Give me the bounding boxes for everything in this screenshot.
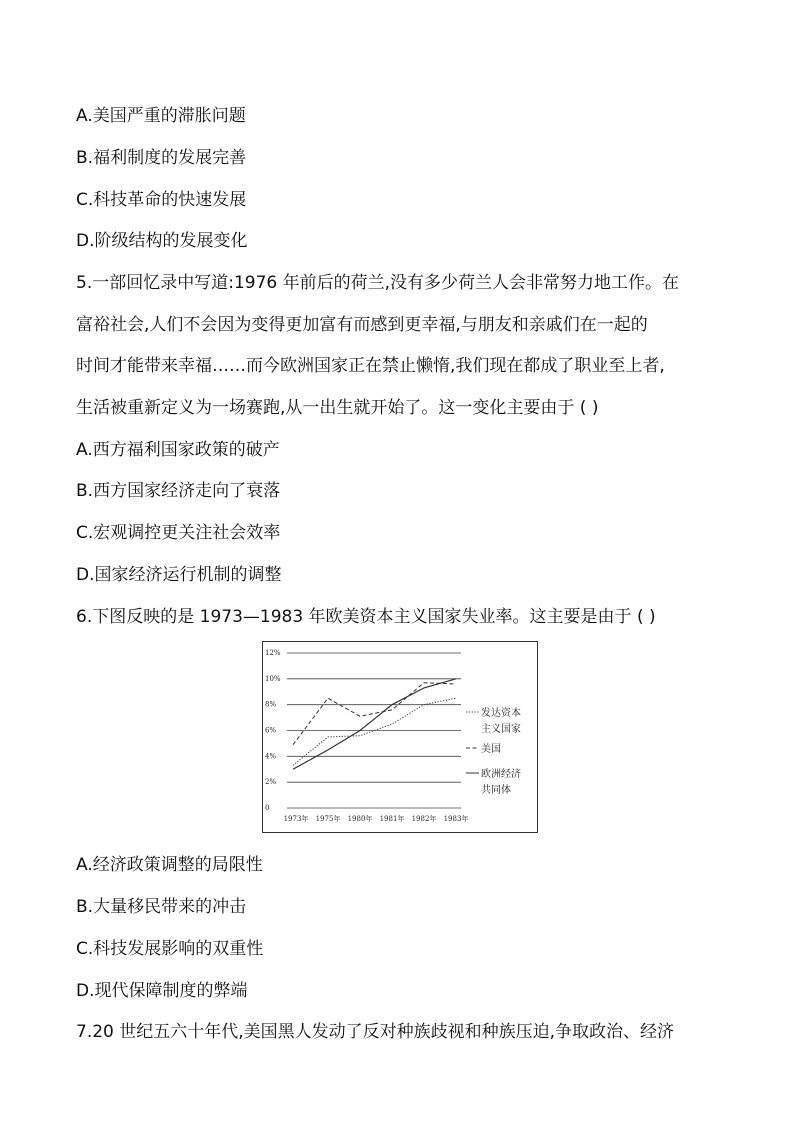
q5-stem-line-4: 生活被重新定义为一场赛跑,从一出生就开始了。这一变化主要由于 ( ) (76, 398, 599, 418)
q4-option-d: D.阶级结构的发展变化 (76, 231, 248, 251)
legend-label: 主义国家 (481, 724, 521, 735)
x-tick-label: 1973年 (283, 815, 309, 823)
y-tick-label: 8% (265, 700, 277, 709)
q6-option-d: D.现代保障制度的弊端 (76, 981, 248, 1001)
y-tick-label: 10% (265, 674, 281, 683)
y-tick-label: 12% (265, 649, 281, 657)
x-tick-label: 1981年 (379, 815, 405, 823)
q5-stem-line-1: 5.一部回忆录中写道:1976 年前后的荷兰,没有多少荷兰人会非常努力地工作。在 (76, 273, 680, 293)
legend-label: 发达资本 (481, 708, 521, 719)
q5-option-d: D.国家经济运行机制的调整 (76, 565, 282, 585)
q6-option-c: C.科技发展影响的双重性 (76, 939, 264, 959)
q5-stem-line-3: 时间才能带来幸福……而今欧洲国家正在禁止懒惰,我们现在都成了职业至上者, (76, 356, 665, 376)
y-tick-label: 2% (265, 778, 277, 787)
x-tick-label: 1983年 (443, 815, 469, 823)
q5-option-b: B.西方国家经济走向了衰落 (76, 481, 281, 501)
series-line (293, 683, 456, 745)
x-tick-label: 1982年 (411, 815, 437, 823)
y-tick-label: 0 (265, 804, 270, 812)
unemployment-chart-svg (263, 642, 537, 832)
q7-stem: 7.20 世纪五六十年代,美国黑人发动了反对种族歧视和种族压迫,争取政治、经济 (76, 1022, 675, 1042)
x-tick-label: 1980年 (347, 815, 373, 823)
y-tick-label: 4% (265, 752, 277, 761)
q6-stem: 6.下图反映的是 1973—1983 年欧美资本主义国家失业率。这主要是由于 ( ) (76, 607, 656, 627)
y-tick-label: 6% (265, 726, 277, 735)
q5-stem-line-2: 富裕社会,人们不会因为变得更加富有而感到更幸福,与朋友和亲戚们在一起的 (76, 315, 648, 335)
q4-option-a: A.美国严重的滞胀问题 (76, 106, 246, 126)
q4-option-c: C.科技革命的快速发展 (76, 190, 247, 210)
q4-option-b: B.福利制度的发展完善 (76, 148, 247, 168)
q5-option-a: A.西方福利国家政策的破产 (76, 440, 280, 460)
unemployment-chart (262, 641, 538, 833)
x-tick-label: 1975年 (315, 815, 341, 823)
legend-label: 欧洲经济 (481, 769, 521, 780)
legend-label: 美国 (481, 744, 501, 755)
q5-option-c: C.宏观调控更关注社会效率 (76, 523, 281, 543)
q6-option-b: B.大量移民带来的冲击 (76, 897, 247, 917)
q6-option-a: A.经济政策调整的局限性 (76, 855, 263, 875)
series-line (293, 679, 456, 769)
legend-label: 共同体 (481, 785, 511, 796)
